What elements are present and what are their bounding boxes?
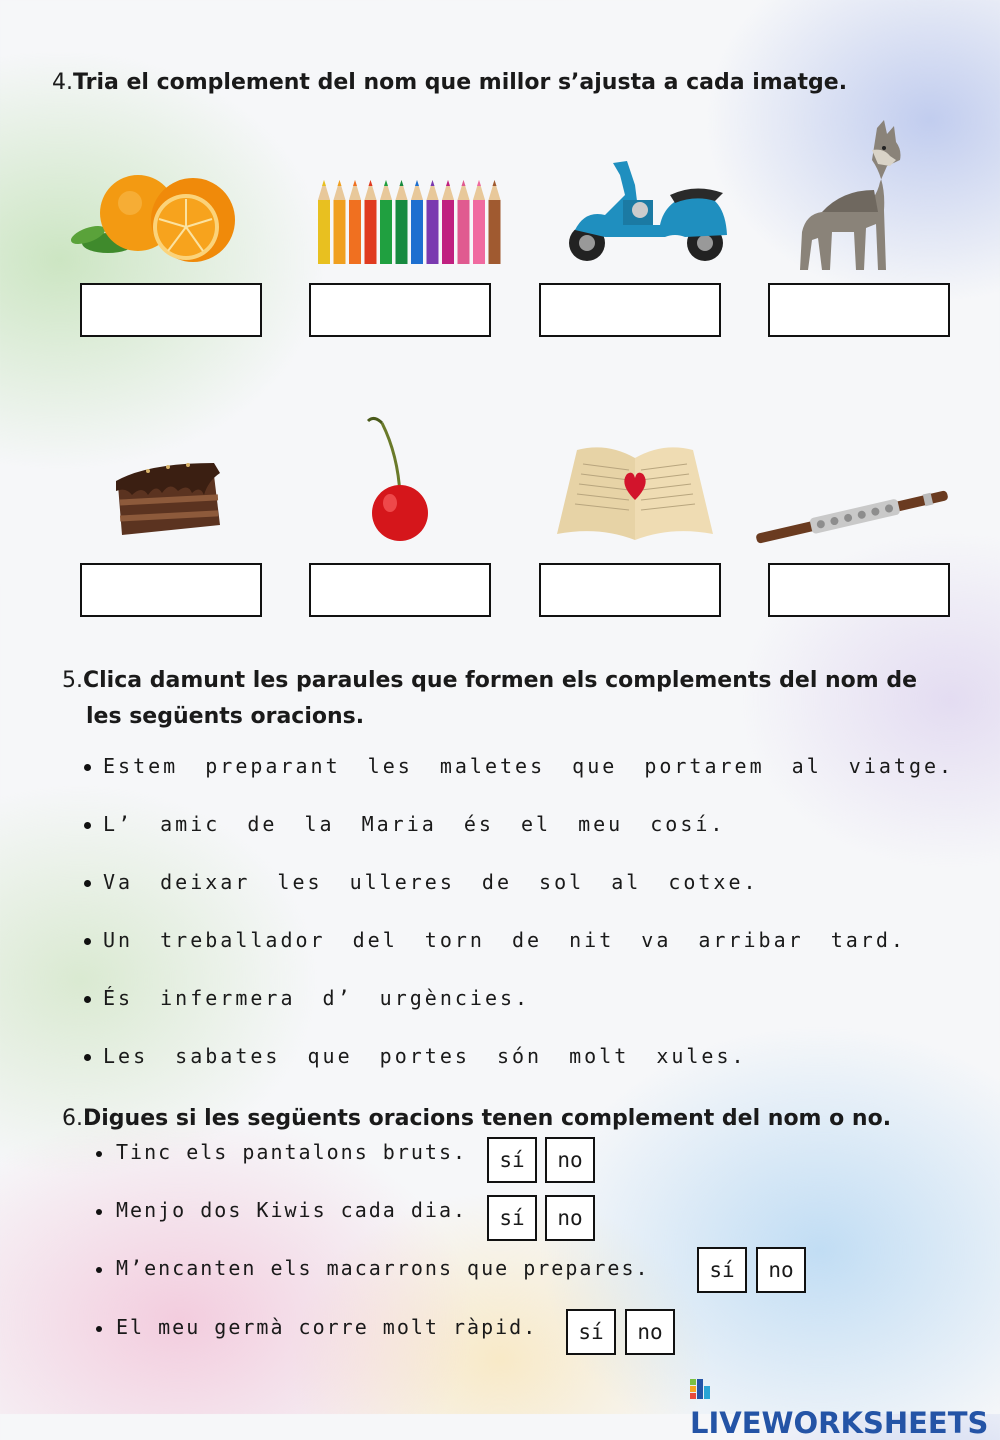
flute-image [750,482,955,552]
scooter-image [565,155,735,270]
q5-sentence-3[interactable] [84,870,759,894]
sentence-text[interactable]: És infermera d’ urgències. [103,986,531,1010]
sentence-text[interactable]: Va deixar les ulleres de sol al cotxe. [103,870,759,894]
q4-title-text: Tria el complement del nom que millor s’ajusta a cada imatge. [73,70,848,95]
answer-box-8[interactable] [768,563,950,617]
no-option-4[interactable]: no [625,1309,675,1355]
q6-sentence-3 [96,1256,650,1280]
cherry-image [360,415,440,543]
q5-sentence-1[interactable] [84,754,954,778]
chocolate-cake-image [108,445,228,543]
oranges-image [68,165,248,270]
answer-box-6[interactable] [309,563,491,617]
answer-box-2[interactable] [309,283,491,337]
liveworksheets-logo [690,1372,1000,1440]
yes-option-1[interactable]: sí [487,1137,537,1183]
q6-sentence-2 [96,1198,467,1222]
no-option-3[interactable]: no [756,1247,806,1293]
yes-option-4[interactable]: sí [566,1309,616,1355]
bullet [96,1209,102,1215]
q6-number: 6. [62,1106,83,1131]
sentence-text: Menjo dos Kiwis cada dia. [116,1198,468,1222]
q5-title-line1: Clica damunt les paraules que formen els complements del nom de [83,668,918,693]
q4-number: 4. [52,70,73,95]
sentence-text: M’encanten els macarrons que prepares. [116,1256,650,1280]
q5-sentence-2[interactable] [84,812,725,836]
no-option-1[interactable]: no [545,1137,595,1183]
answer-box-1[interactable] [80,283,262,337]
sentence-text[interactable]: Estem preparant les maletes que portarem al viatge. [103,754,955,778]
bullet [84,880,91,887]
liveworksheets-mark-icon [690,1377,712,1401]
answer-box-7[interactable] [539,563,721,617]
bullet [84,996,91,1003]
book-image [555,440,715,544]
yes-option-3[interactable]: sí [697,1247,747,1293]
sentence-text: Tinc els pantalons bruts. [116,1140,468,1164]
bullet [96,1267,102,1273]
q6-sentence-1 [96,1140,467,1164]
yes-option-2[interactable]: sí [487,1195,537,1241]
sentence-text[interactable]: L’ amic de la Maria és el meu cosí. [103,812,726,836]
answer-box-4[interactable] [768,283,950,337]
no-option-2[interactable]: no [545,1195,595,1241]
sentence-text: El meu germà corre molt ràpid. [116,1315,538,1339]
bullet [84,764,91,771]
q5-title-cont: les següents oracions. [86,704,365,729]
bullet [84,822,91,829]
colored-pencils-image [314,178,504,266]
q5-sentence-4[interactable] [84,928,906,952]
bullet [84,938,91,945]
bullet [96,1326,102,1332]
q6-title [62,1106,891,1131]
q6-sentence-4 [96,1315,537,1339]
q5-sentence-6[interactable] [84,1044,747,1068]
q5-number: 5. [62,668,83,693]
wolf-image [792,120,917,272]
sentence-text[interactable]: Un treballador del torn de nit va arribar tard. [103,928,906,952]
brand-text: LIVEWORKSHEETS [690,1406,989,1440]
bullet [84,1054,91,1061]
q4-title [52,70,847,95]
bullet [96,1151,102,1157]
answer-box-3[interactable] [539,283,721,337]
q5-title [62,668,917,693]
answer-box-5[interactable] [80,563,262,617]
q6-title-text: Digues si les següents oracions tenen complement del nom o no. [83,1106,892,1131]
q5-sentence-5[interactable] [84,986,530,1010]
sentence-text[interactable]: Les sabates que portes són molt xules. [103,1044,747,1068]
